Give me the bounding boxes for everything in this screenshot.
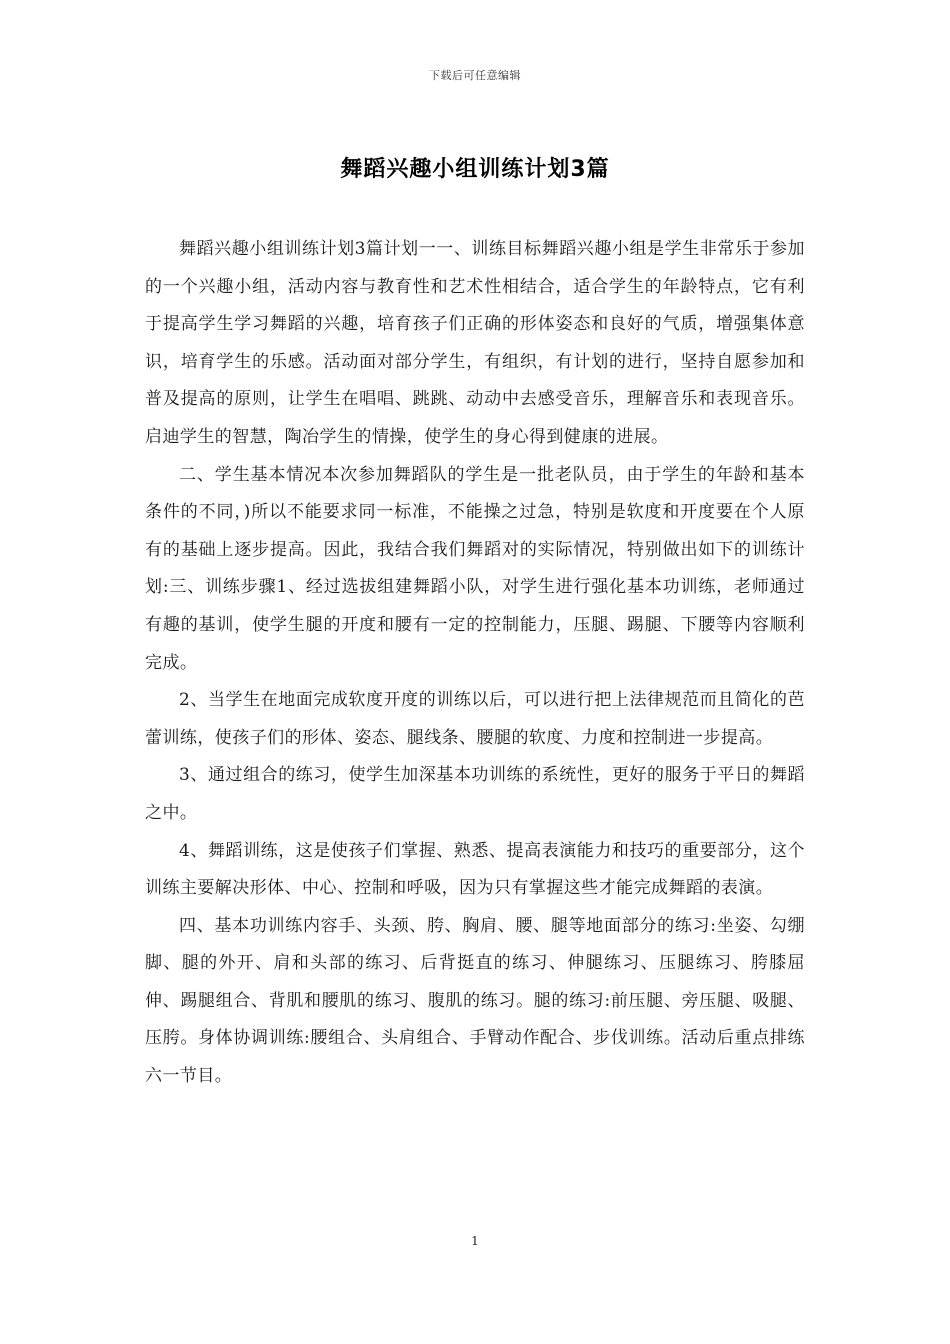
page-number: 1 [471, 1234, 479, 1248]
paragraph-3: 2、当学生在地面完成软度开度的训练以后，可以进行把上法律规范而且简化的芭蕾训练，使孩子们的形体、姿态、腿线条、腰腿的软度、力度和控制进一步提高。 [145, 690, 805, 748]
paragraph-6: 四、基本功训练内容手、头颈、胯、胸肩、腰、腿等地面部分的练习:坐姿、勾绷脚、腿的外开、肩和头部的练习、后背挺直的练习、伸腿练习、压腿练习、胯膝屈伸、踢腿组合、背肌和腰肌的练习、腹肌的练习。腿的练习:前压腿、旁压腿、吸腿、压胯。身体协调训练:腰组合、头肩组合、手臂动作配合、步伐训练。活动后重点排练六一节目。 [145, 915, 805, 1087]
paragraph-1: 舞蹈兴趣小组训练计划3篇计划一一、训练目标舞蹈兴趣小组是学生非常乐于参加的一个兴趣小组，活动内容与教育性和艺术性相结合，适合学生的年龄特点，它有利于提高学生学习舞蹈的兴趣，培育孩子们正确的形体姿态和良好的气质，增强集体意识，培育学生的乐感。活动面对部分学生，有组织，有计划的进行，坚持自愿参加和普及提高的原则，让学生在唱唱、跳跳、动动中去感受音乐，理解音乐和表现音乐。启迪学生的智慧，陶冶学生的情操，使学生的身心得到健康的进展。 [145, 239, 805, 447]
paragraph-4: 3、通过组合的练习，使学生加深基本功训练的系统性，更好的服务于平日的舞蹈之中。 [145, 765, 805, 823]
paragraph-5: 4、舞蹈训练，这是使孩子们掌握、熟悉、提高表演能力和技巧的重要部分，这个训练主要解决形体、中心、控制和呼吸，因为只有掌握这些才能完成舞蹈的表演。 [145, 840, 805, 899]
paragraph-2: 二、学生基本情况本次参加舞蹈队的学生是一批老队员，由于学生的年龄和基本条件的不同，)所以不能要求同一标准，不能操之过急，特别是软度和开度要在个人原有的基础上逐步提高。因此，我结合我们舞蹈对的实际情况，特别做出如下的训练计划:三、训练步骤1、经过选拔组建舞蹈小队，对学生进行强化基本功训练，老师通过有趣的基训，使学生腿的开度和腰有一定的控制能力，压腿、踢腿、下腰等内容顺利完成。 [145, 464, 805, 673]
header-note: 下载后可任意编辑 [429, 69, 521, 82]
document-body [145, 231, 805, 1096]
document-title: 舞蹈兴趣小组训练计划3篇 [340, 157, 610, 182]
